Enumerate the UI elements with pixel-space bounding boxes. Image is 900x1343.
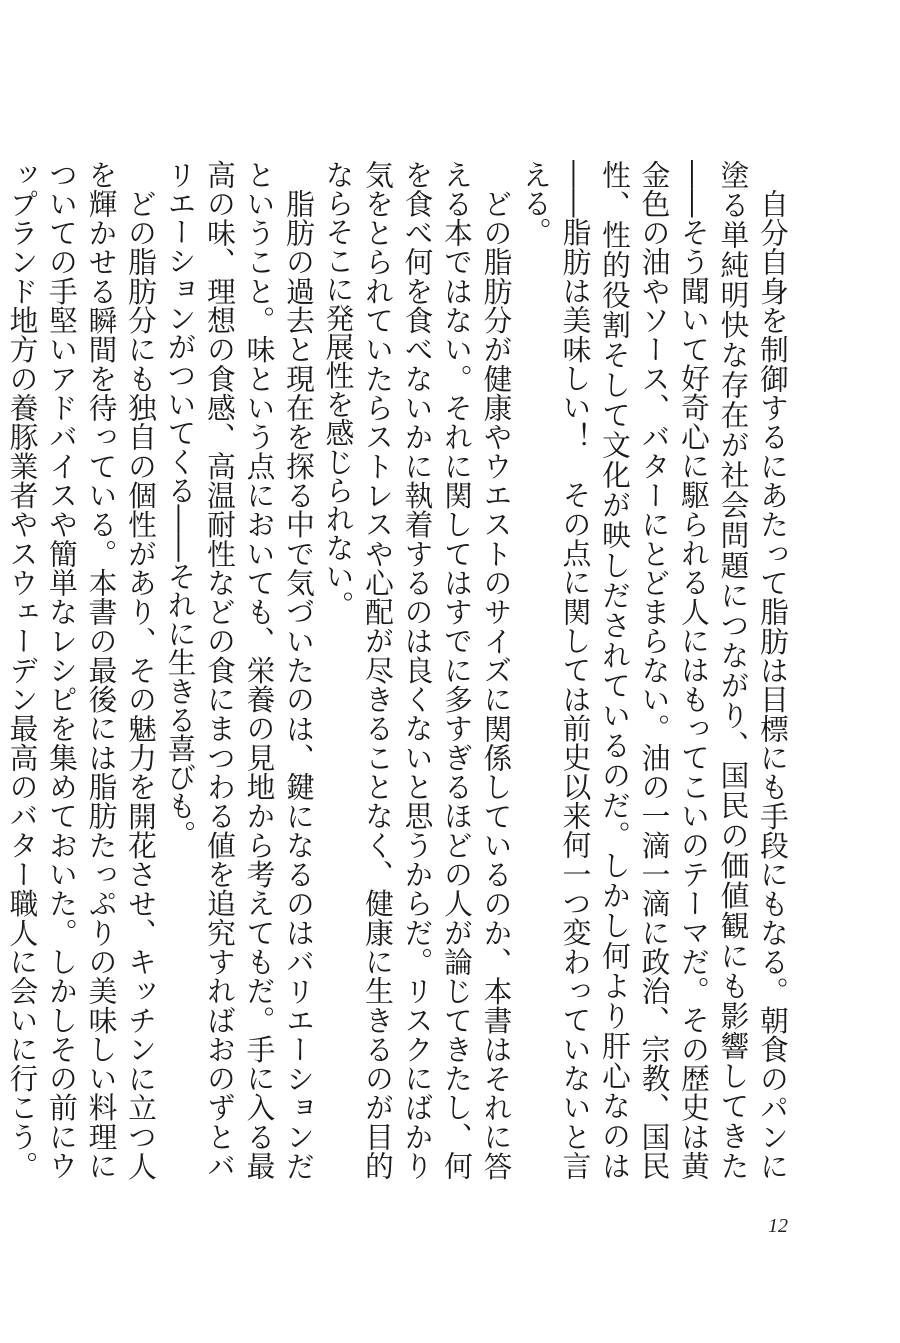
- paragraph-2: どの脂肪分が健康やウエストのサイズに関係しているのか、本書はそれに答える本ではない。それに関してはすでに多すぎるほどの人が論じてきたし、何を食べ何を食べないかに執着するのは良くないと思うからだ。リスクにばかり気をとられていたらストレスや心配が尽きることなく、健康に生きるのが目的ならそこに発展性を感じられない。: [321, 160, 514, 1180]
- paragraph-3: 脂肪の過去と現在を探る中で気づいたのは、鍵になるのはバリエーションだということ。味という点においても、栄養の見地から考えてもだ。手に入る最高の味、理想の食感、高温耐性などの食にまつわる値を追究すればおのずとバリエーションがついてくる――それに生きる喜びも。: [163, 160, 316, 1180]
- body-text: [5, 160, 792, 1180]
- page-number: 12: [768, 1215, 788, 1237]
- paragraph-4: どの脂肪分にも独自の個性があり、その魅力を開花させ、キッチンに立つ人を輝かせる瞬間を待っている。本書の最後には脂肪たっぷりの美味しい料理についての手堅いアドバイスや簡単なレシピを集めておいた。しかしその前にウップランド地方の養豚業者やスウェーデン最高のバター職人に会いに行こう。: [5, 160, 158, 1180]
- paragraph-1: 自分自身を制御するにあたって脂肪は目標にも手段にもなる。朝食のパンに塗る単純明快な存在が社会問題につながり、国民の価値観にも影響してきた――そう聞いて好奇心に駆られる人にはもってこいのテーマだ。その歴史は黄金色の油やソース、バターにとどまらない。油の一滴一滴に政治、宗教、国民性、性的役割そして文化が映しだされているのだ。しかし何より肝心なのは――脂肪は美味しい！ その点に関しては前史以来何一つ変わっていないと言える。: [519, 160, 790, 1180]
